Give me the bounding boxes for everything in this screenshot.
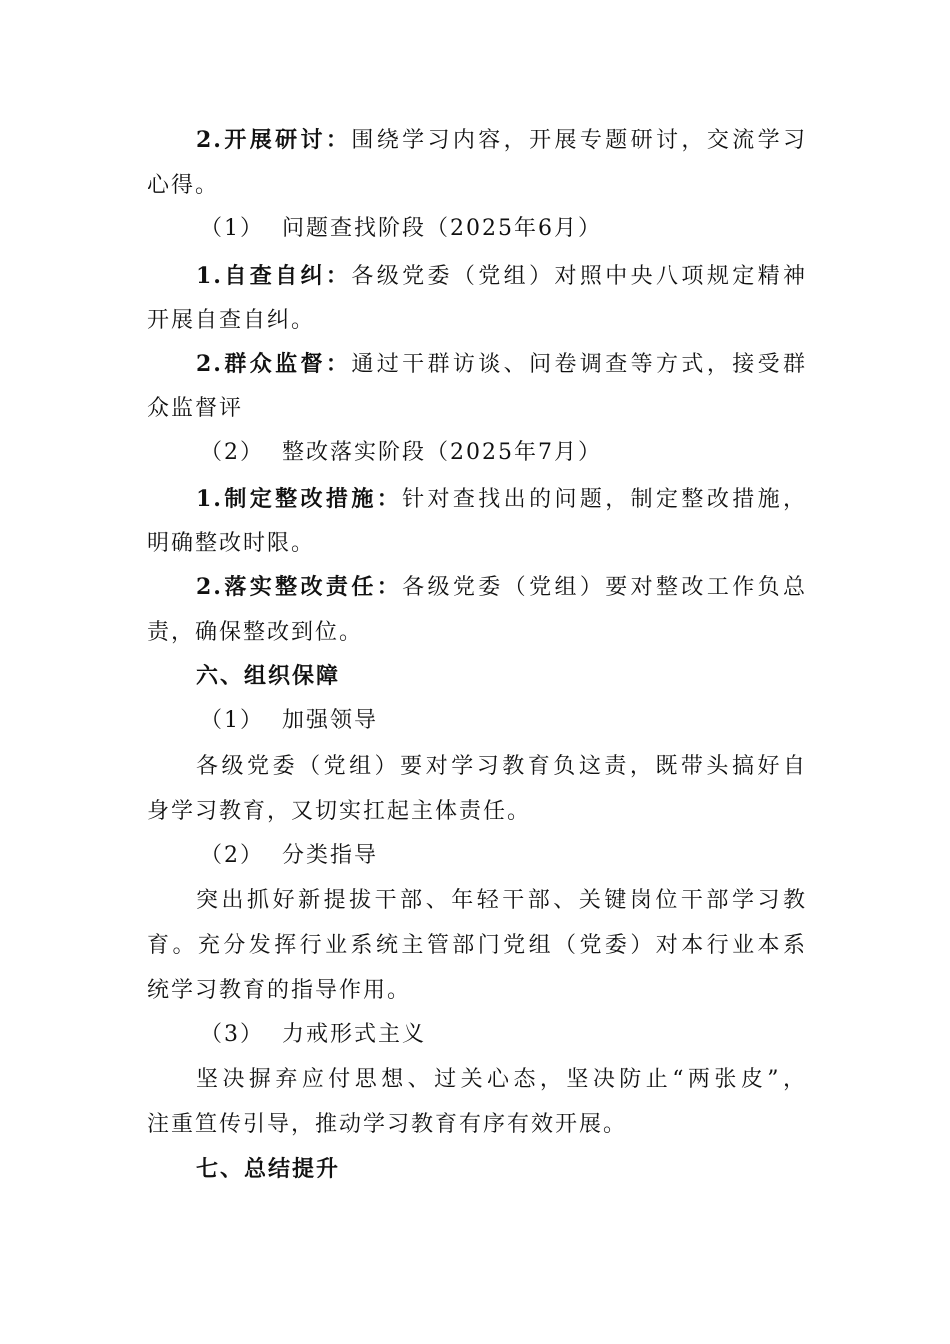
paragraph-text: 通过干群访谈、问卷调查等方式，接受群 — [351, 352, 807, 377]
paragraph-continuation: 责，确保整改到位。 — [147, 620, 364, 645]
paragraph-continuation: 明确整改时限。 — [147, 531, 316, 556]
paragraph-lead: 2.群众监督： — [196, 351, 352, 377]
subsection-text: 力戒形式主义 — [282, 1022, 427, 1047]
paragraph-continuation: 开展自查自纠。 — [147, 308, 316, 333]
stage-number: （2） — [200, 440, 264, 465]
paragraph-text: 各级党委（党组）要对整改工作负总 — [402, 575, 807, 600]
stage-text: 整改落实阶段（2025年7月） — [282, 440, 602, 465]
stage-heading-2 — [200, 438, 860, 468]
stage-text: 问题查找阶段（2025年6月） — [282, 216, 602, 241]
paragraph-rectification-measures — [196, 484, 807, 515]
paragraph-guidance: 突出抓好新提拔干部、年轻干部、关键岗位干部学习教 — [196, 888, 807, 913]
paragraph-continuation: 众监督评 — [147, 396, 244, 421]
section-heading-7: 七、总结提升 — [196, 1156, 341, 1182]
paragraph-lead: 1.制定整改措施： — [196, 486, 403, 512]
paragraph-discussion — [196, 125, 807, 156]
subsection-heading-1 — [200, 706, 860, 736]
paragraph-text: 围绕学习内容，开展专题研讨，交流学习 — [351, 128, 807, 153]
paragraph-text: 各级党委（党组）对照中央八项规定精神 — [351, 264, 807, 289]
stage-heading-1 — [200, 214, 860, 244]
paragraph-rectification-responsibility — [196, 572, 807, 603]
subsection-heading-2 — [200, 841, 860, 871]
subsection-text: 分类指导 — [282, 843, 379, 868]
paragraph-continuation: 身学习教育，又切实扛起主体责任。 — [147, 799, 532, 824]
stage-number: （1） — [200, 216, 264, 241]
paragraph-text: 针对查找出的问题，制定整改措施， — [402, 487, 807, 512]
section-heading-6: 六、组织保障 — [196, 663, 341, 689]
paragraph-continuation: 育。充分发挥行业系统主管部门党组（党委）对本行业本系 — [147, 933, 807, 958]
subsection-number: （2） — [200, 843, 264, 868]
subsection-heading-3 — [200, 1020, 860, 1050]
paragraph-continuation: 心得。 — [147, 173, 220, 198]
paragraph-lead: 1.自查自纠： — [196, 263, 352, 289]
subsection-text: 加强领导 — [282, 708, 379, 733]
paragraph-leadership: 各级党委（党组）要对学习教育负这责，既带头搞好自 — [196, 754, 807, 779]
subsection-number: （3） — [200, 1022, 264, 1047]
paragraph-lead: 2.落实整改责任： — [196, 574, 403, 600]
paragraph-self-check — [196, 261, 807, 292]
subsection-number: （1） — [200, 708, 264, 733]
paragraph-continuation: 统学习教育的指导作用。 — [147, 978, 412, 1003]
paragraph-lead: 2.开展研讨： — [196, 127, 352, 153]
paragraph-continuation: 注重笪传引导，推动学习教育有序有效开展。 — [147, 1112, 628, 1137]
paragraph-anti-formalism: 坚决摒弃应付思想、过关心态，坚决防止“两张皮”， — [196, 1067, 807, 1092]
paragraph-public-supervision — [196, 349, 807, 380]
